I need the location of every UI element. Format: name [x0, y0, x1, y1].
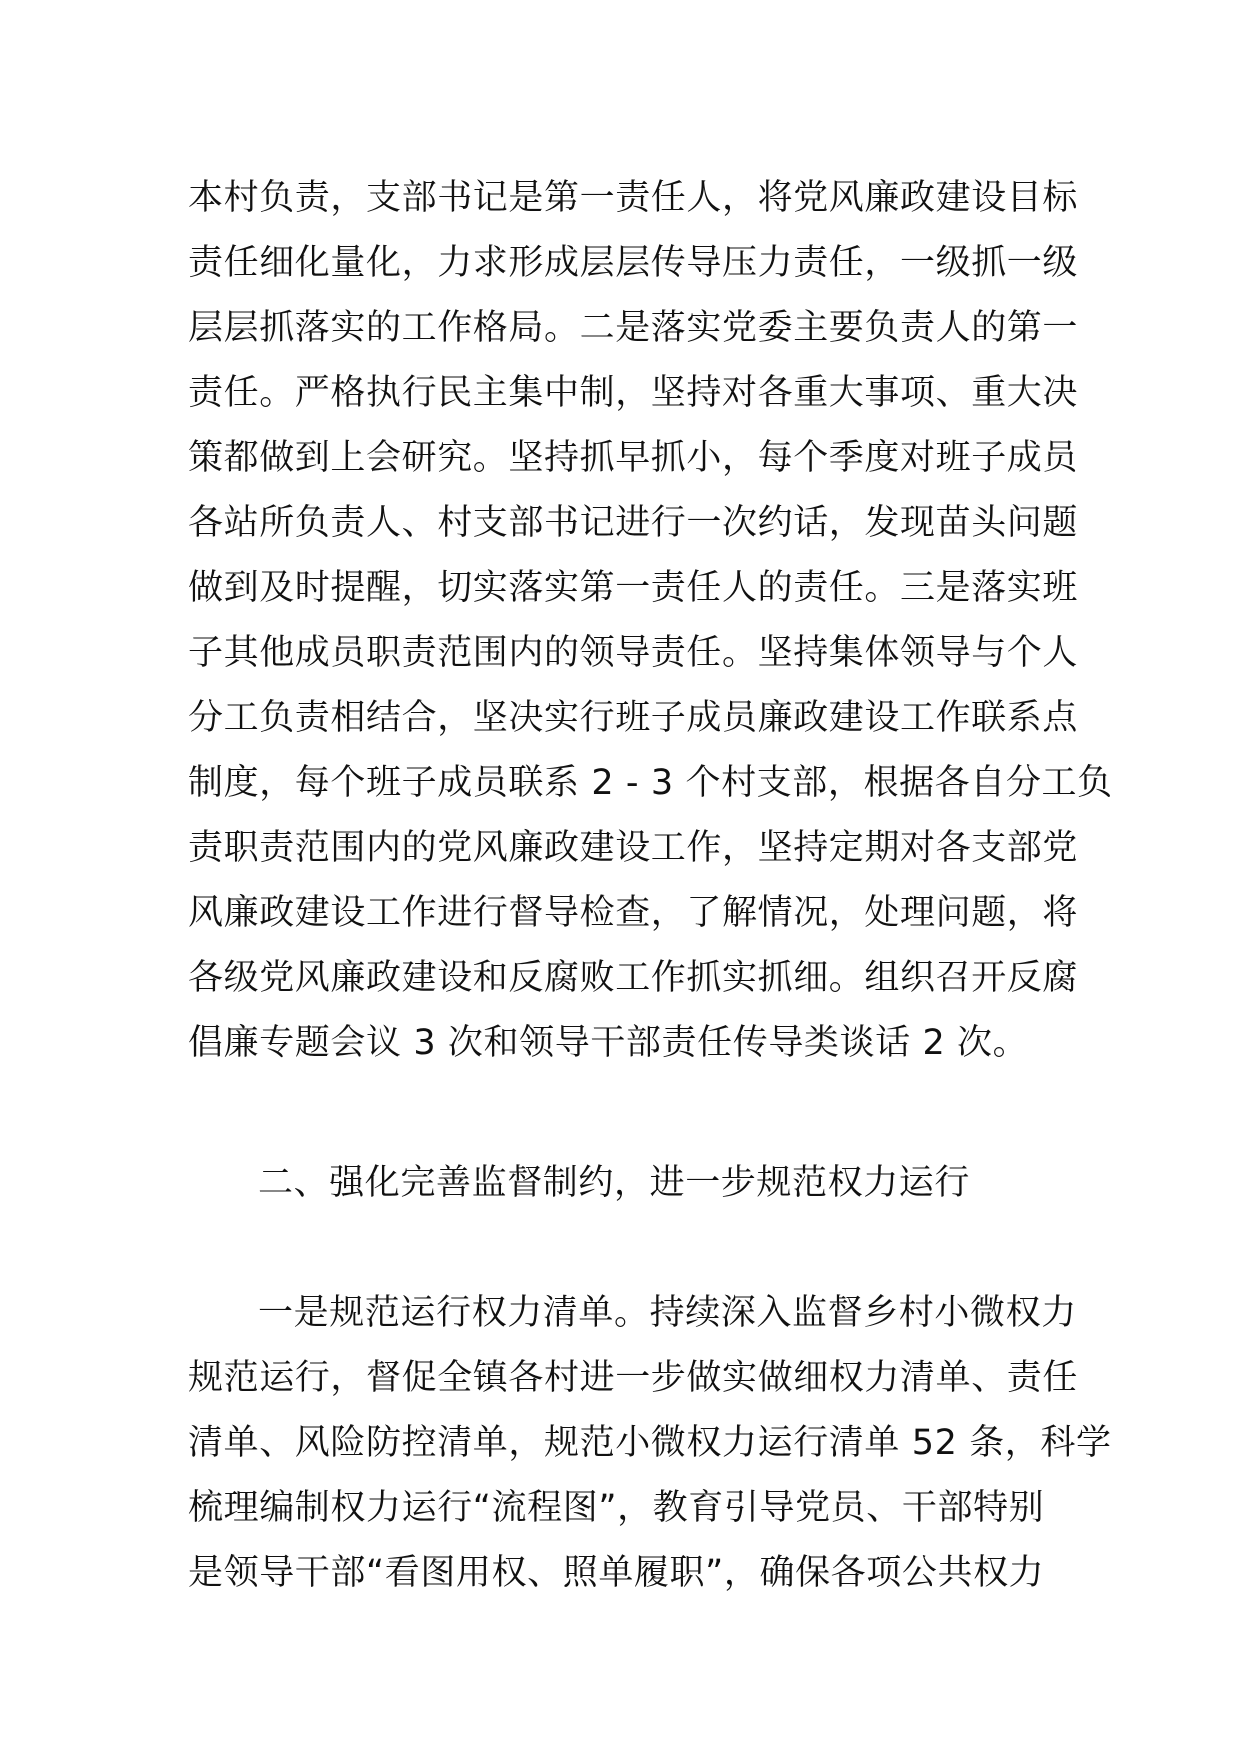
paragraph-power-list	[188, 1281, 1112, 1606]
text-line: 责职责范围内的党风廉政建设工作，坚持定期对各支部党	[188, 828, 1079, 868]
text-line: 策都做到上会研究。坚持抓早抓小，每个季度对班子成员	[188, 438, 1079, 478]
text-line: 风廉政建设工作进行督导检查，了解情况，处理问题，将	[188, 893, 1079, 933]
text-line: 各级党风廉政建设和反腐败工作抓实抓细。组织召开反腐	[188, 958, 1079, 998]
text-line: 制度，每个班子成员联系 2 - 3 个村支部，根据各自分工负	[188, 763, 1113, 803]
text-line: 做到及时提醒，切实落实第一责任人的责任。三是落实班	[188, 568, 1079, 608]
section-heading-text: 二、强化完善监督制约，进一步规范权力运行	[258, 1163, 971, 1203]
text-line: 各站所负责人、村支部书记进行一次约话，发现苗头问题	[188, 503, 1079, 543]
text-line: 层层抓落实的工作格局。二是落实党委主要负责人的第一	[188, 308, 1079, 348]
text-line: 本村负责，支部书记是第一责任人，将党风廉政建设目标	[188, 178, 1079, 218]
text-line: 子其他成员职责范围内的领导责任。坚持集体领导与个人	[188, 633, 1079, 673]
text-line: 清单、风险防控清单，规范小微权力运行清单 52 条，科学	[188, 1423, 1112, 1463]
section-heading	[188, 1151, 1058, 1216]
text-line: 梳理编制权力运行“流程图”，教育引导党员、干部特别	[188, 1488, 1045, 1528]
text-line: 是领导干部“看图用权、照单履职”，确保各项公共权力	[188, 1553, 1045, 1593]
text-line: 分工负责相结合，坚决实行班子成员廉政建设工作联系点	[188, 698, 1079, 738]
text-line: 倡廉专题会议 3 次和领导干部责任传导类谈话 2 次。	[188, 1023, 1029, 1063]
text-line: 责任。严格执行民主集中制，坚持对各重大事项、重大决	[188, 373, 1079, 413]
paragraph-responsibility	[188, 166, 1113, 1076]
text-line: 责任细化量化，力求形成层层传导压力责任，一级抓一级	[188, 243, 1079, 283]
text-line: 一是规范运行权力清单。持续深入监督乡村小微权力	[258, 1293, 1077, 1333]
text-line: 规范运行，督促全镇各村进一步做实做细权力清单、责任	[188, 1358, 1079, 1398]
